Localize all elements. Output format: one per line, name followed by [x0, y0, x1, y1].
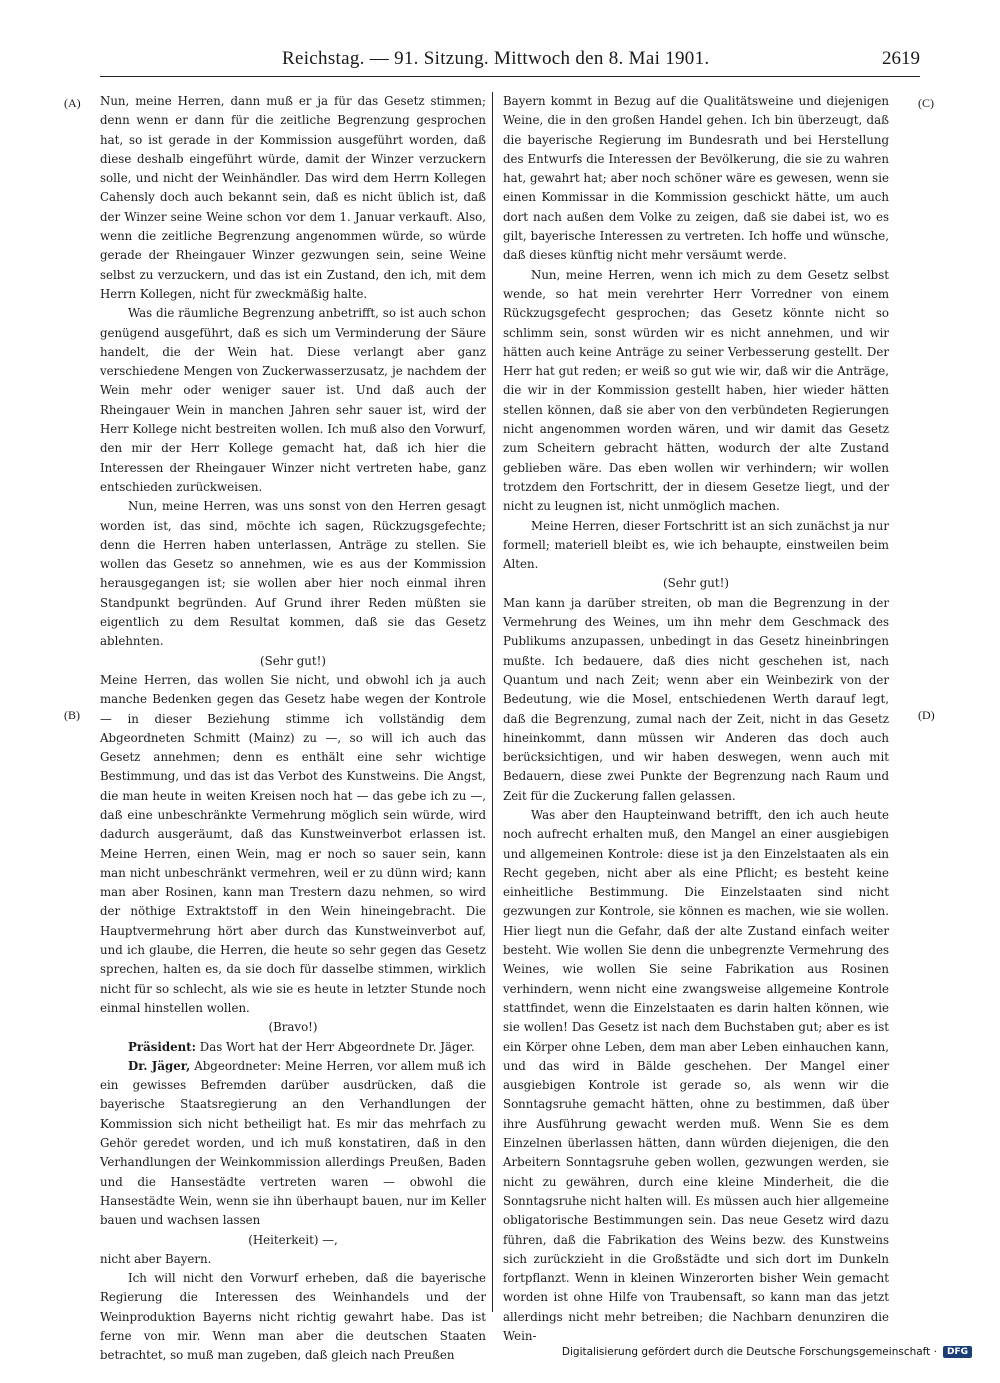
- footer: [562, 1346, 972, 1358]
- paragraph: Was die räumliche Begrenzung anbetrifft, so ist auch schon genügend ausgeführt, daß es sich um Verminderung der Säure handelt, die der Wein hat. Diese verlangt aber ganz verschiedene Mengen von Zuckerwasserzusatz, je nachdem der Wein mehr oder weniger sauer ist. Und daß auch der Rheingauer Wein in manchen Jahren sehr sauer ist, wird der Herr Kollege nicht bestreiten wollen. Ich muß also den Vorwurf, den mir der Herr Kollege gemacht hat, daß ich hier die Interessen der Rheingauer Winzer nicht vertreten habe, ganz entschieden zurückweisen.: [100, 306, 486, 494]
- running-title: Reichstag. — 91. Sitzung. Mittwoch den 8. Mai 1901.: [282, 48, 710, 69]
- paragraph: Bayern kommt in Bezug auf die Qualitätsweine und diejenigen Weine, die in den großen Handel gehen. Ich bin überzeugt, daß die bayerische Regierung im Bundesrath und bei Herstellung des Entwurfs die Interessen der Bevölkerung, die sie zu wahren hat, gewahrt hat; aber noch schöner wäre es gewesen, wenn sie einen Kommissar in die Kommission geschickt hätte, um auch dort nach außen dem Volke zu zeigen, daß sie dabei ist, wo es gilt, bayerische Interessen zu vertreten. Ich hoffe und wünsche, daß dieses künftig nicht mehr versäumt werde.: [503, 94, 889, 263]
- page-number: 2619: [882, 48, 920, 69]
- paragraph: Meine Herren, dieser Fortschritt ist an sich zunächst ja nur formell; materiell bleibt es, wie ich behaupte, einstweilen beim Alten.: [503, 518, 889, 572]
- margin-marker-d: (D): [918, 708, 935, 722]
- interjection: (Heiterkeit) —,: [248, 1232, 338, 1247]
- interjection: (Sehr gut!): [663, 576, 729, 591]
- speaker-name: Dr. Jäger,: [128, 1058, 191, 1073]
- paragraph: nicht aber Bayern.: [100, 1251, 212, 1266]
- paragraph: Man kann ja darüber streiten, ob man die Begrenzung in der Vermehrung des Weines, um ihn mehr dem Geschmack des Publikums anzupassen, unbedingt in das Gesetz hineinbringen mußte. Ich bedauere, daß dies nicht geschehen ist, nach Quantum und nach Zeit; wenn aber ein Weinbezirk von der Bedeutung, wie die Mosel, entschiedenen Werth darauf legt, daß die Begrenzung, zumal nach der Zeit, nicht in das Gesetz hineinkommt, dann müssen wir Anderen das doch auch berücksichtigen, und wir haben deswegen, wenn auch mit Bedauern, diese zwei Punkte der Begrenzung nach Raum und Zeit für die Zuckerung fallen gelassen.: [503, 595, 889, 803]
- paragraph: Nun, meine Herren, wenn ich mich zu dem Gesetz selbst wende, so hat mein verehrter Herr Vorredner von einem Rückzugsgefecht gesprochen; das Gesetz könnte nicht so schlimm sein, sonst würden wir es nicht annehmen, und wir hätten auch keine Anträge zu seiner Verbesserung gestellt. Der Herr hat gut reden; er weiß so gut wie wir, daß wir die Anträge, die wir in der Kommission gestellt haben, hier wieder hätten stellen können, daß sie aber von den verbündeten Regierungen nicht angenommen worden wären, und wir damit das Gesetz zum Scheitern gebracht hätten, wodurch der alte Zustand geblieben wäre. Das eben wollen wir verhindern; wir wollen trotzdem den Fortschritt, der in diesem Gesetze liegt, und der nicht zu leugnen ist, nicht unmöglich machen.: [503, 267, 889, 514]
- paragraph: Was aber den Haupteinwand betrifft, den ich auch heute noch aufrecht erhalten muß, den Mangel an einer ausgiebigen und allgemeinen Kontrole: diese ist ja den Einzelstaaten als ein Recht gegeben, nicht aber als eine Pflicht; es besteht keine einheitliche Bestimmung. Die Einzelstaaten sind nicht gezwungen zur Kontrole, sie können es machen, wie sie wollen. Hier liegt nun die Gefahr, daß der alte Zustand einfach weiter besteht. Wie wollen Sie denn die unbegrenzte Vermehrung des Weines, wie wollen Sie seine Fabrikation aus Rosinen verhindern, wenn nicht eine zwangsweise allgemeine Kontrole stattfindet, wenn die Einzelstaaten es darin halten können, wie sie wollen! Das Gesetz ist nach dem Buchstaben gut; aber es ist ein Körper ohne Leben, dem man aber Leben einhauchen kann, und das wird in Bälde geschehen. Der Mangel einer ausgiebigen Kontrole ist gerade so, als wenn wir die Sonntagsruhe gemacht hätten, ohne zu bestimmen, daß über ihre Ausführung gewacht werden muß. Wenn Sie es dem Einzelnen überlassen hätten, dann würden diejenigen, die den Arbeitern Sonntagsruhe geben wollen, gezwungen werden, sie nicht zu gewähren, durch eine kleine Minderheit, die die Sonntagsruhe nicht halten will. Es müssen auch hier allgemeine obligatorische Bestimmungen sein. Das neue Gesetz wird dazu führen, daß die Fabrikation des Weins bezw. des Kunstweins sich zurückzieht in die Großstädte und sich dort im Dunkeln fortpflanzt. Wenn in kleinen Winzerorten bisher Wein gemacht worden ist ohne Hilfe von Traubensaft, so kann man das jetzt allerdings nicht mehr betreiben; die Nachbarn denunziren die Wein-: [503, 807, 889, 1343]
- margin-marker-a: (A): [64, 96, 81, 110]
- paragraph: Nun, meine Herren, dann muß er ja für das Gesetz stimmen; denn wenn er dann für die zeitliche Begrenzung gesprochen hat, so ist gerade in der Kommission ausgeführt worden, daß diese deshalb eingeführt würde, damit der Winzer verzuckern solle, und nicht der Weinhändler. Das wird dem Herrn Kollegen Cahensly doch auch bekannt sein, daß es nicht üblich ist, daß der Winzer seine Weine schon vor dem 1. Januar verkauft. Also, wenn die zeitliche Begrenzung angenommen würde, so würde gerade der Rheingauer Winzer gezwungen sein, seine Weine selbst zu verzuckern, und das ist ein Zustand, den ich, mit dem Herrn Kollegen, nicht für zweckmäßig halte.: [100, 94, 486, 301]
- speaker-paragraph: [100, 1057, 486, 1231]
- paragraph: Nun, meine Herren, was uns sonst von den Herren gesagt worden ist, das sind, möchte ich sagen, Rückzugsgefechte; denn die Herren haben unterlassen, Anträge zu stellen. Sie wollen das Gesetz so annehmen, wie es aus der Kommission herausgegangen ist; sie wollen aber hier noch einmal ihren Standpunkt begründen. Auf Grund ihrer Reden müßten sie eigentlich zu dem Resultat kommen, daß sie das Gesetz ablehnten.: [100, 499, 486, 649]
- page-header: [100, 48, 920, 74]
- margin-marker-c: (C): [918, 96, 934, 110]
- margin-marker-b: (B): [64, 708, 80, 722]
- speaker-name: Präsident:: [128, 1039, 196, 1054]
- speaker-paragraph: [100, 1038, 486, 1057]
- speech-text: Das Wort hat der Herr Abgeordnete Dr. Jäger.: [196, 1039, 475, 1054]
- header-rule: [100, 76, 920, 77]
- interjection: (Sehr gut!): [260, 653, 326, 668]
- footer-credit: Digitalisierung gefördert durch die Deutsche Forschungsgemeinschaft ·: [561, 1346, 937, 1358]
- dfg-logo: DFG: [943, 1346, 972, 1358]
- paragraph: Ich will nicht den Vorwurf erheben, daß die bayerische Regierung die Interessen des Weinhandels und der Weinproduktion Bayerns nicht richtig gewahrt habe. Das ist ferne von mir. Wenn man aber die deutschen Staaten betrachtet, so muß man zugeben, daß gleich nach Preußen: [100, 1271, 486, 1363]
- right-column: [503, 92, 889, 1346]
- paragraph: Meine Herren, das wollen Sie nicht, und obwohl ich ja auch manche Bedenken gegen das Gesetz habe wegen der Kontrole — in dieser Beziehung stimme ich vollständig dem Abgeordneten Schmitt (Mainz) zu —, so will ich auch das Gesetz annehmen; denn es enthält eine sehr wichtige Bestimmung, und das ist das Verbot des Kunstweins. Die Angst, die man heute in weiten Kreisen noch hat — das gebe ich zu —, daß eine unbeschränkte Vermehrung möglich sein würde, wird dadurch ausgeräumt, daß das Kunstweinverbot erlassen ist. Meine Herren, einen Wein, mag er noch so sauer sein, kann man nicht unbeschränkt vermehren, weil er zu dünn wird; kann man aber Rosinen, kann man Trestern dazu nehmen, so wird der nöthige Extraktstoff in den Wein hineingebracht. Die Hauptvermehrung hört aber durch das Kunstweinverbot auf, und ich glaube, die Herren, die heute so sehr gegen das Gesetz sprechen, halten es, da sie doch für dasselbe stimmen, wirklich nicht für so schlecht, als wie sie es heute in letzter Stunde noch einmal hinstellen wollen.: [100, 672, 486, 1015]
- column-divider: [492, 92, 493, 1312]
- speech-text: Abgeordneter: Meine Herren, vor allem muß ich ein gewisses Befremden darüber ausdrücken, daß die bayerische Staatsregierung an den Verhandlungen der Kommission sich nicht betheiligt hat. Es mir das mehrfach zu Gehör geredet worden, und ich muß konstatiren, daß in den Verhandlungen der Weinkommission allerdings Preußen, Baden und die Hansestädte vertreten waren — obwohl die Hansestädte Wein, wenn sie ihn überhaupt bauen, nur im Keller bauen und wachsen lassen: [100, 1058, 486, 1228]
- interjection: (Bravo!): [268, 1020, 318, 1035]
- left-column: [100, 92, 486, 1366]
